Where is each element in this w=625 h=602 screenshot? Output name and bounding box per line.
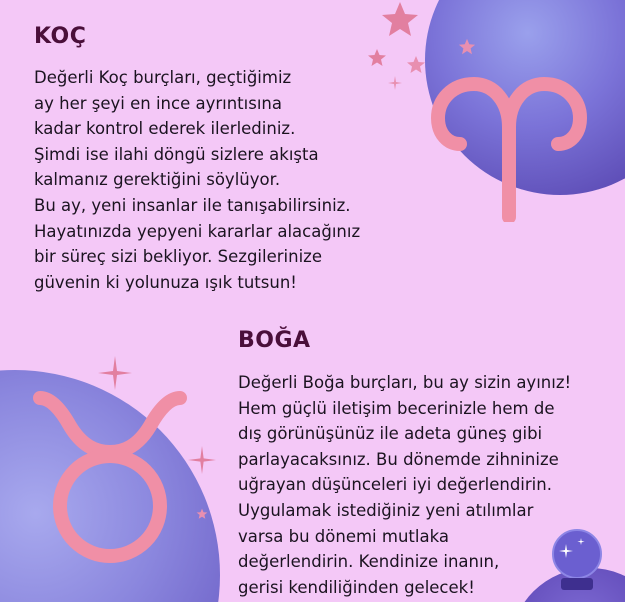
star-icon	[196, 508, 208, 520]
text-line: Hayatınızda yepyeni kararlar alacağınız	[34, 221, 361, 241]
text-line: Değerli Koç burçları, geçtiğimiz	[34, 68, 292, 87]
text-line: uğrayan düşünceleri iyi değerlendirin.	[238, 475, 552, 495]
text-line: parlayacaksınız. Bu dönemde zihninize	[238, 449, 559, 469]
section-title-boga: BOĞA	[238, 328, 311, 353]
text-line: Hem güçlü iletişim becerinizle hem de	[238, 398, 555, 418]
star-icon	[378, 0, 422, 38]
text-line: Değerli Boğa burçları, bu ay sizin ayınız!	[238, 373, 572, 392]
text-line: güvenin ki yolunuza ışık tutsun!	[34, 272, 297, 292]
star-icon	[367, 48, 387, 68]
star-icon	[406, 55, 426, 75]
text-line: gerisi kendiliğinden gelecek!	[238, 577, 475, 597]
taurus-symbol-icon	[30, 384, 190, 584]
sparkle-icon	[188, 446, 216, 474]
text-line: Bu ay, yeni insanlar ile tanışabilirsiniz.	[34, 195, 351, 215]
star-icon	[458, 38, 476, 56]
text-line: dış görünüşünüz ile adeta güneş gibi	[238, 424, 543, 444]
section-text-koc	[34, 65, 360, 295]
text-line: kadar kontrol ederek ilerlediniz.	[34, 119, 296, 139]
text-line: Şimdi ise ilahi döngü sizlere akışta	[34, 144, 319, 164]
section-text-boga	[238, 370, 571, 600]
text-line: Uygulamak istediğiniz yeni atılımlar	[238, 500, 534, 520]
text-line: bir süreç sizi bekliyor. Sezgilerinize	[34, 247, 322, 267]
sparkle-icon	[388, 76, 402, 90]
section-title-koc: KOÇ	[34, 24, 87, 49]
text-line: varsa bu dönemi mutlaka	[238, 526, 449, 546]
text-line: ay her şeyi en ince ayrıntısına	[34, 93, 282, 113]
aries-symbol-icon	[424, 72, 594, 222]
text-line: kalmanız gerektiğini söylüyor.	[34, 170, 281, 190]
text-line: değerlendirin. Kendinize inanın,	[238, 552, 500, 572]
